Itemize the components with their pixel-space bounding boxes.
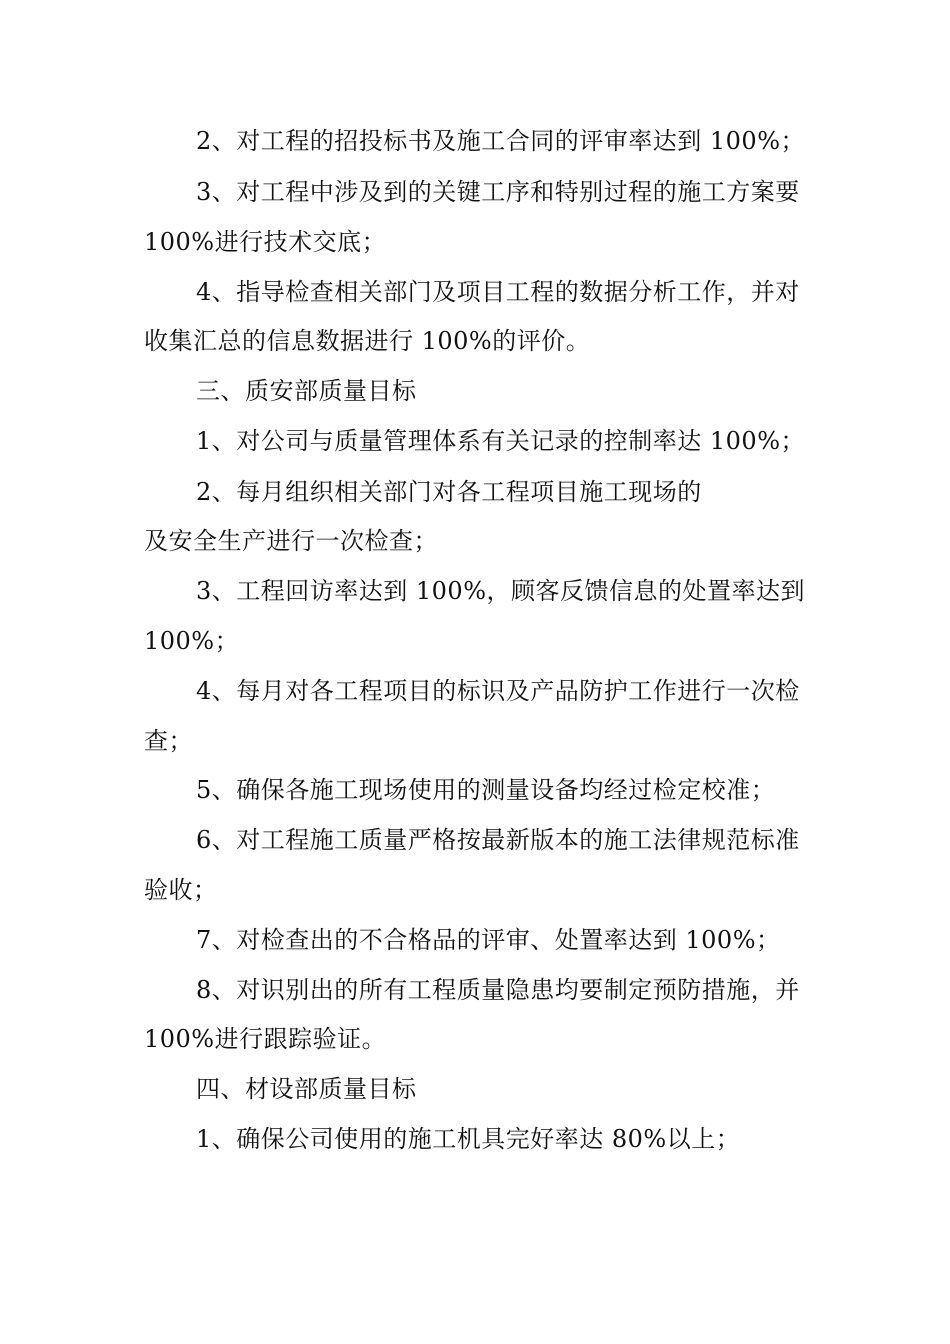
text-line-qs-goal-4-cont: 查； [144, 727, 193, 755]
section-heading-quality-safety-dept: 三、质安部质量目标 [196, 377, 417, 405]
text-line-quality-goal-4: 4、指导检查相关部门及项目工程的数据分析工作，并对 [196, 278, 800, 306]
text-line-quality-goal-3-cont: 100%进行技术交底； [144, 228, 387, 256]
text-line-quality-goal-3: 3、对工程中涉及到的关键工序和特别过程的施工方案要 [196, 178, 800, 206]
text-line-quality-goal-4-cont: 收集汇总的信息数据进行 100%的评价。 [144, 327, 591, 355]
text-line-qs-goal-3: 3、工程回访率达到 100%，顾客反馈信息的处置率达到 [196, 577, 806, 605]
text-line-qs-goal-8: 8、对识别出的所有工程质量隐患均要制定预防措施，并 [196, 976, 800, 1004]
text-line-qs-goal-3-cont: 100%； [144, 627, 240, 655]
text-line-qs-goal-2: 2、每月组织相关部门对各工程项目施工现场的 [196, 478, 702, 506]
text-line-qs-goal-8-cont: 100%进行跟踪验证。 [144, 1025, 387, 1053]
text-line-qs-goal-6-cont: 验收； [144, 876, 218, 904]
text-line-qs-goal-1: 1、对公司与质量管理体系有关记录的控制率达 100%； [196, 427, 806, 455]
section-heading-materials-equipment-dept: 四、材设部质量目标 [196, 1075, 417, 1103]
text-line-qs-goal-5: 5、确保各施工现场使用的测量设备均经过检定校准； [196, 776, 776, 804]
text-line-me-goal-1: 1、确保公司使用的施工机具完好率达 80%以上； [196, 1125, 741, 1153]
text-line-qs-goal-2-cont: 及安全生产进行一次检查； [144, 527, 438, 555]
text-line-qs-goal-7: 7、对检查出的不合格品的评审、处置率达到 100%； [196, 926, 781, 954]
text-line-qs-goal-4: 4、每月对各工程项目的标识及产品防护工作进行一次检 [196, 677, 800, 705]
text-line-quality-goal-2: 2、对工程的招投标书及施工合同的评审率达到 100%； [196, 127, 806, 155]
text-line-qs-goal-6: 6、对工程施工质量严格按最新版本的施工法律规范标准 [196, 826, 800, 854]
